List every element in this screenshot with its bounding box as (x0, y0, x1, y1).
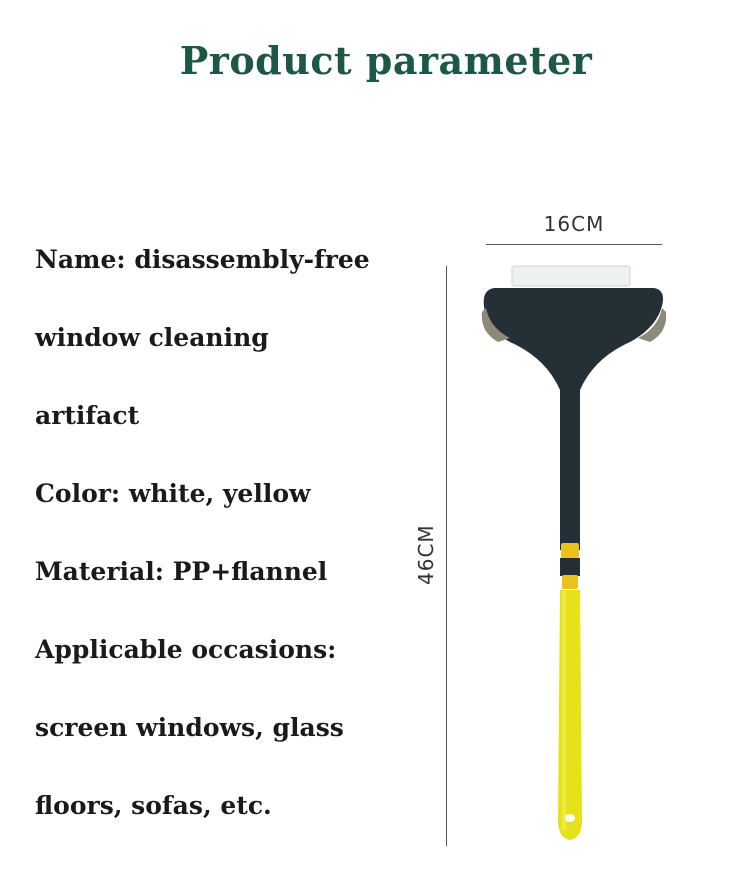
spec-line-color: Color: white, yellow (35, 479, 311, 508)
height-dimension-label: 46CM (414, 524, 438, 585)
spec-line-occasions-cont-1: screen windows, glass (35, 713, 344, 742)
spec-line-name-cont-2: artifact (35, 401, 140, 430)
height-dimension-line (446, 266, 447, 846)
handle-neck (560, 390, 580, 550)
lock-button-upper (561, 543, 579, 558)
spec-line-occasions: Applicable occasions: (35, 635, 337, 664)
yellow-handle (558, 590, 582, 840)
width-dimension-label: 16CM (543, 212, 605, 236)
window-cleaner-image (470, 250, 680, 850)
spec-line-name-cont-1: window cleaning (35, 323, 269, 352)
hang-hole (565, 814, 575, 822)
squeegee-blade (512, 266, 630, 286)
width-dimension-line (486, 244, 662, 245)
handle-joint (560, 558, 580, 576)
spec-line-name: Name: disassembly-free (35, 245, 370, 274)
spec-line-occasions-cont-2: floors, sofas, etc. (35, 791, 272, 820)
spec-line-material: Material: PP+flannel (35, 557, 328, 586)
lock-button-lower (562, 575, 578, 589)
page-title: Product parameter (179, 38, 593, 83)
